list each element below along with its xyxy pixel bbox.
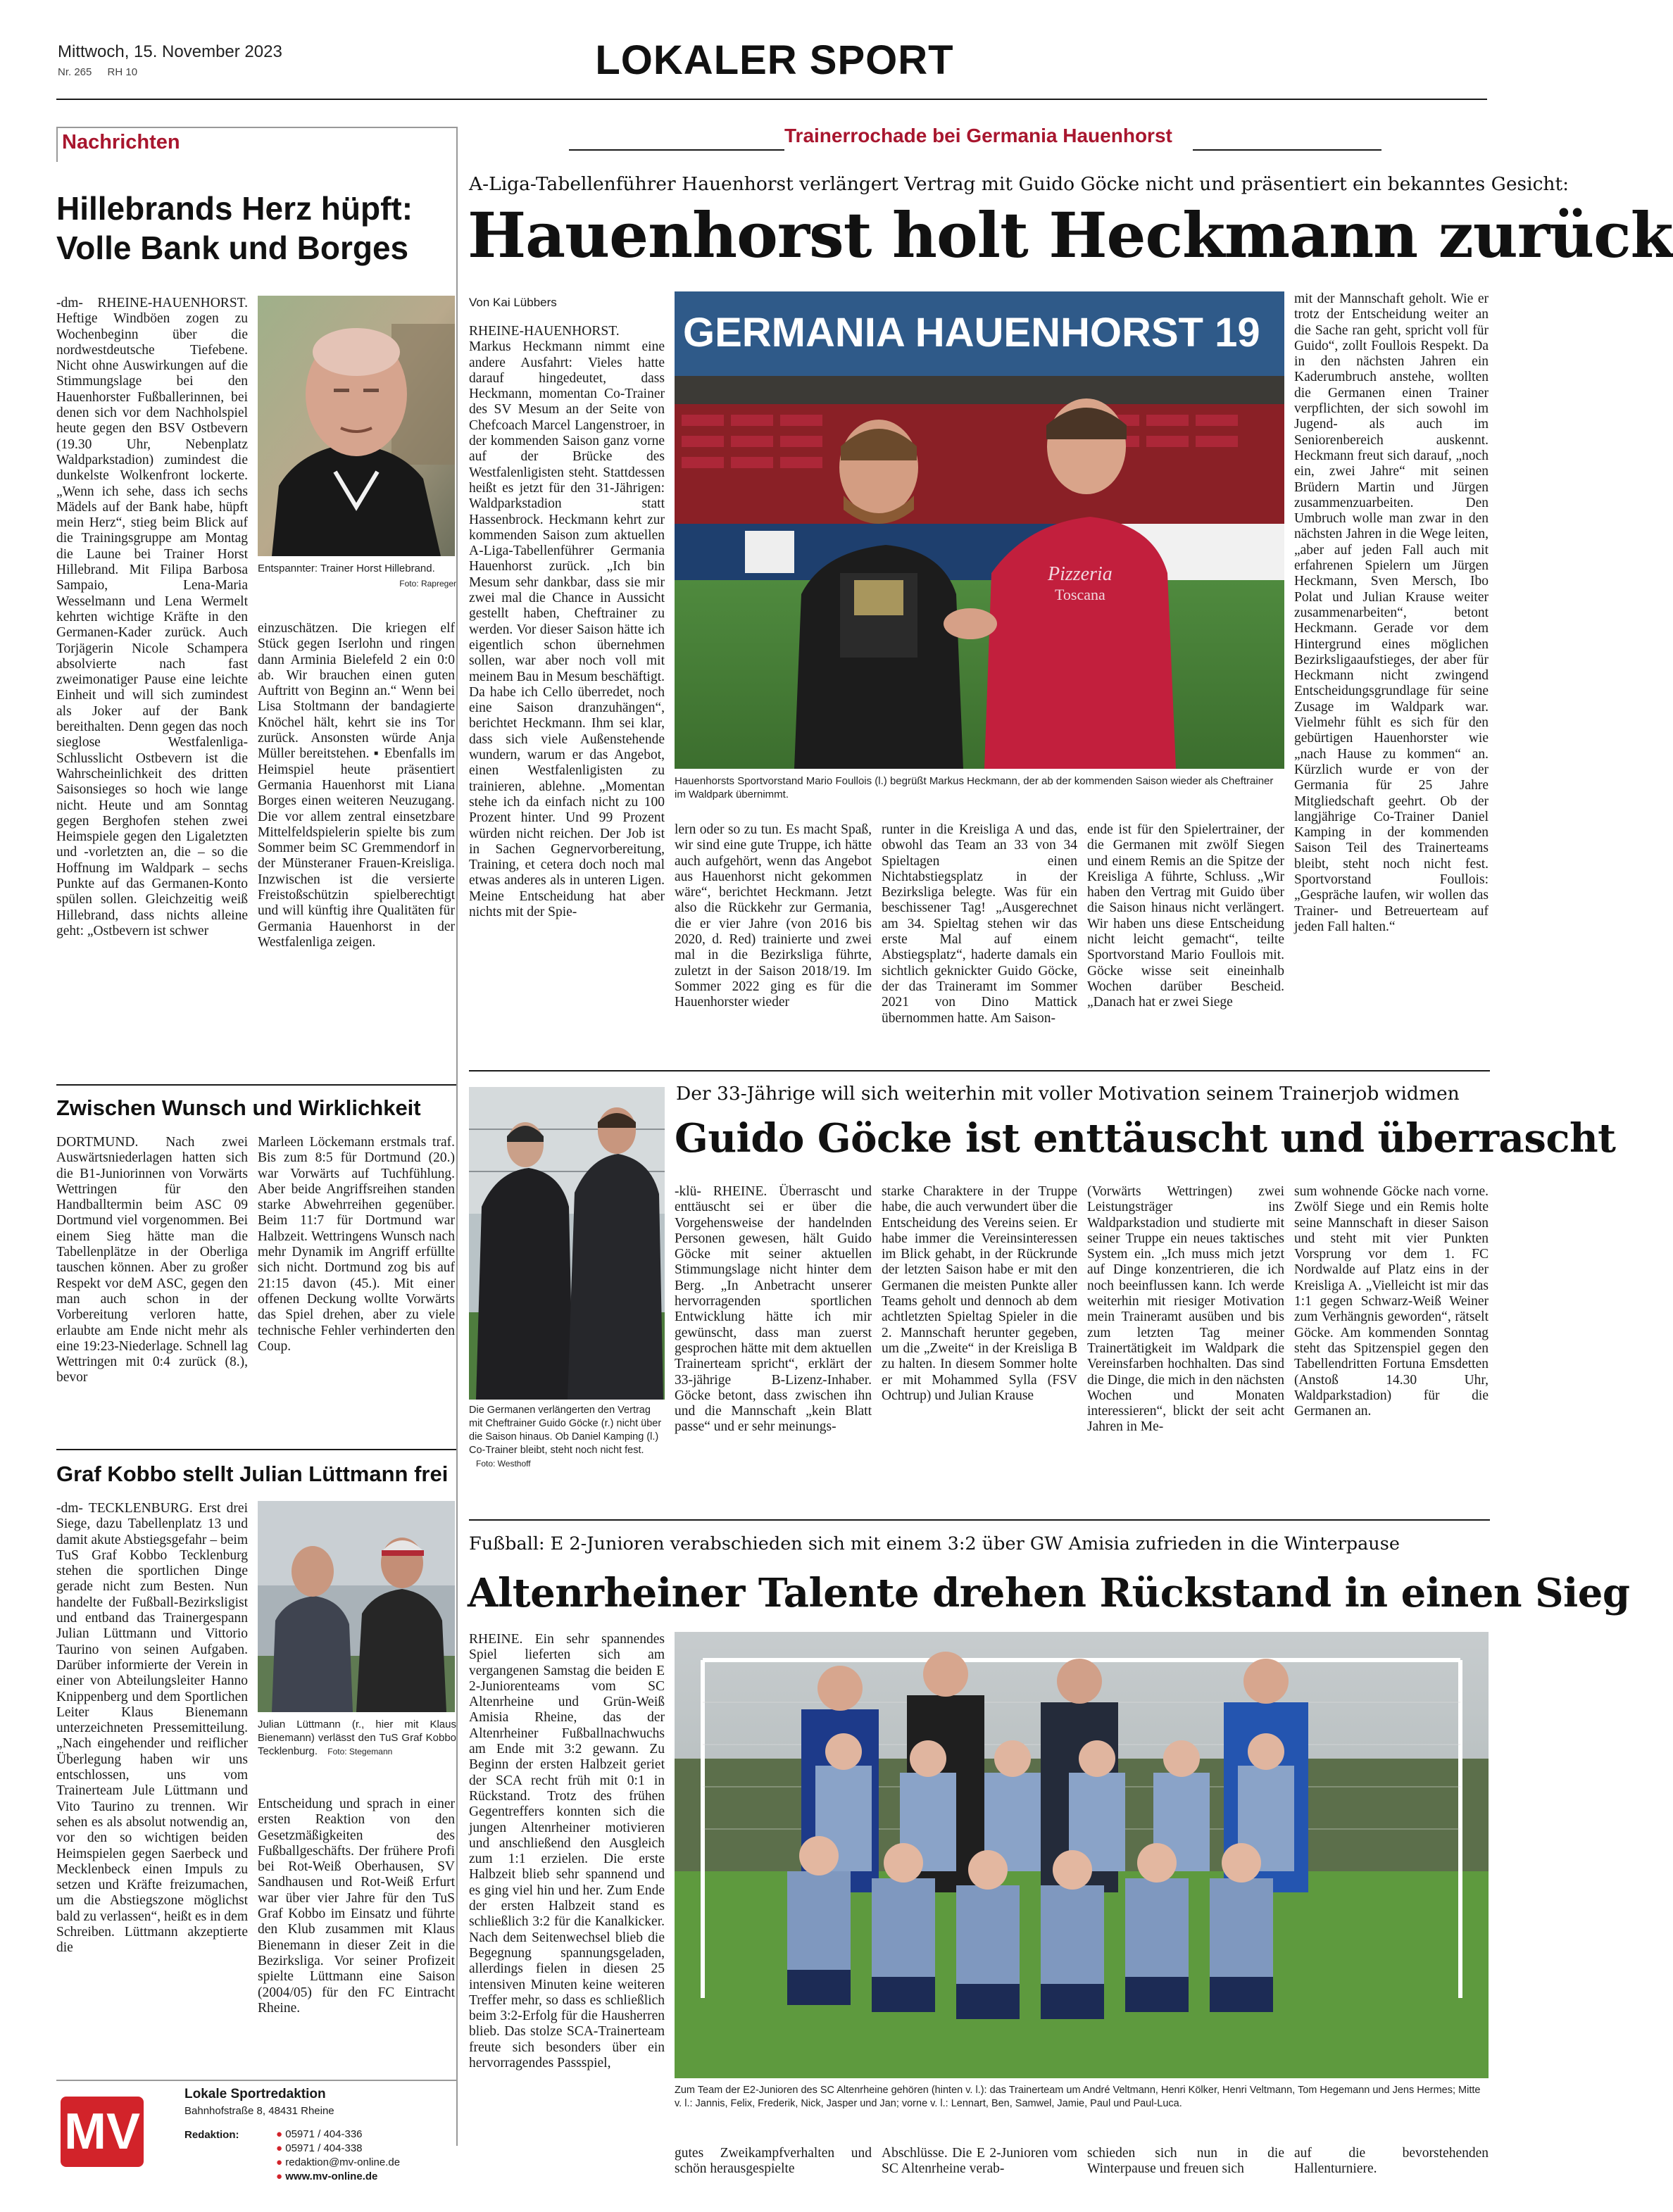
heckmann-photo [675, 291, 1284, 769]
story1-bottom-rule [56, 1084, 456, 1086]
phone1-line [276, 2128, 400, 2142]
third-bottom-col5: auf die bevorstehenden Hallenturniere. [1294, 2146, 1489, 2177]
story1-headline [56, 189, 451, 268]
svg-text:Toscana: Toscana [1055, 586, 1105, 603]
lead-kicker-rule-right [1193, 149, 1381, 151]
lead-col3: mit der Mannschaft geholt. Wie er trotz der Entscheidung weiter an die Sache ran geht, spricht voll für Guido“, zollt Foullois Respekt. Da in den nächsten Jahren ein Kaderumbruch anstehe, wollten die Germanen einen Trainer verpflichten, der sich sowohl im Jugend- als auch im Seniorenbereich auskennt. Heckmann freut sich darauf, „noch ein, zwei Jahre“ mit seinen Brüdern Martin und Jürgen zusammenzuarbeiten. Den Umbruch wolle man zwar in den nächsten Jahren in die Wege leiten, „aber auf jeden Fall auch mit erfahrenen Spielern um Jürgen Heckmann, Sven Mersch, Ibo Polat und Julian Krause weiter zusammenarbeiten“, betont Heckmann. Gerade vor dem Hintergrund eines möglichen Bezirksligaaufstieges, der aber für Heckmann nicht zwingend Entscheidungsgrundlage für seine Zusage im Waldpark war. Vielmehr fühlt es sich für den gebürtigen Hauenhorster wie „nach Hause zu kommen“ an. Kürzlich wurde er von der Germania für 25 Jahre Mitgliedschaft geehrt. Ob der langjährige Co-Trainer Daniel Kamping in der kommenden Saison Teil des Trainerteams bleibt, steht noch nicht fest. Sportvorstand Foullois: „Gespräche laufen, wir wollen das Trainer- und Betreuerteam auf jeden Fall halten.“ [1294, 291, 1489, 934]
second-col3: (Vorwärts Wettringen) zwei Leistungsträger ins Waldparkstadion und studierte mit seiner Truppe ein neues taktisches System ein. „Ich muss mich jetzt auf Dinge konzentrieren, die ich noch beeinflussen kann. Ich werde weiterhin mit riesiger Motivation mein Traineramt ausüben und bis zum letzten Tag meiner Trainertätigkeit im Waldpark die Vereinsfarben hochhalten. Das sind die Dinge, die mich in den nächsten Wochen und Monaten interessieren“, blickt der seit acht Jahren in Me- [1087, 1184, 1284, 1435]
edition-code: RH 10 [107, 66, 138, 78]
phone2: 05971 / 404-338 [285, 2142, 363, 2154]
masthead-date: Mittwoch, 15. November 2023 [58, 42, 282, 61]
hillebrand-photo [258, 296, 455, 556]
story2-col2: Marleen Löckemann erstmals traf. Bis zum 8:5 für Dortmund (20.) war Vorwärts auf Tuchfühlung. Aber beide Angriffsreihen standen starke Abwehrreihen gegenüber. Beim 11:7 für Dortmund war Halbzeit. Wettringens Wunsch nach mehr Dynamik im Angriff erfüllte sich nicht. Dortmund zog bis auf 21:15 davon (45.). Mit einer offenen Deckung wollte Vorwärts das Spiel drehen, aber zu viele technische Fehler verhinderten den Coup. [258, 1135, 455, 1354]
luettmann-photo-credit: Foto: Stegemann [327, 1747, 393, 1757]
lead-byline: Von Kai Lübbers [469, 296, 557, 309]
luettmann-caption-text: Julian Lüttmann (r., hier mit Klaus Bienemann) verlässt den TuS Graf Kobbo Tecklenburg. [258, 1718, 456, 1757]
web-icon: ● [276, 2170, 286, 2182]
section-title: LOKALER SPORT [595, 37, 954, 83]
goecke-photo [469, 1087, 665, 1400]
sidebar-label-box [56, 127, 458, 162]
second-bottom-rule [469, 1519, 1490, 1521]
third-bottom-col2: gutes Zweikampfverhalten und schön herausgespielte [675, 2146, 872, 2177]
svg-text:Pizzeria: Pizzeria [1048, 563, 1113, 585]
goecke-photo-image [469, 1087, 665, 1400]
story3-col2: Entscheidung und sprach in einer ersten Reaktion von den Gesetzmäßigkeiten des Fußballgeschäfts. Der frühere Profi bei Rot-Weiß Oberhausen, SV Sandhausen und Rot-Weiß Erfurt war über vier Jahre für den TuS Graf Kobbo im Einsatz und führte den Klub zusammen mit Klaus Bienemann in dieser Zeit in die Bezirksliga. Vor seiner Profizeit spielte Lüttmann eine Saison (2004/05) für den FC Eintracht Rheine. [258, 1797, 455, 2016]
heckmann-photo-image [675, 291, 1284, 769]
second-headline: Guido Göcke ist enttäuscht und überrascht [675, 1115, 1616, 1162]
third-headline: Altenrheiner Talente drehen Rückstand in einen Sieg [468, 1570, 1630, 1616]
story1-col2: einzuschätzen. Die kriegen elf Stück gegen Iserlohn und ringen dann Arminia Bielefeld 2 ein 0:0 ab. Wir brauchen einen guten Auftritt von Beginn an.“ Wenn bei Lisa Stoltmann der bandagierte Knöchel hält, kehrt sie ins Tor zurück. Ansonsten würde Anja Müller bereitstehen. ▪ Ebenfalls im Heimspiel heute präsentiert Germania Hauenhorst mit Liana Borges einen weiteren Neuzugang. Die vor allem zentral einsetzbare Mittelfeldspielerin spielte bis zum Sommer beim SC Gremmendorf in der Münsteraner Frauen-Kreisliga. Inzwischen ist die versierte Freistoßschützin spielberechtigt und will künftig ihre Qualitäten für Germania Hauenhorst in der Westfalenliga zeigen. [258, 621, 455, 950]
lead-bottom-rule [469, 1070, 1490, 1072]
third-deck: Fußball: E 2-Junioren verabschieden sich mit einem 3:2 über GW Amisia zufrieden in die Winterpause [469, 1533, 1400, 1554]
hillebrand-caption-text: Entspannter: Trainer Horst Hillebrand. [258, 563, 435, 574]
third-bottom-col3: Abschlüsse. Die E 2-Junioren vom SC Altenrheine verab- [882, 2146, 1077, 2177]
goecke-photo-credit: Foto: Westhoff [476, 1459, 531, 1469]
lead-row2-col2: lern oder so zu tun. Es macht Spaß, wir sind eine gute Truppe, ich hätte auch aufgehört, wenn das Angebot aus Hauenhorst nicht gekommen wäre“, berichtet Heckmann. Jetzt also die Rückkehr zur Germania, die er vier Jahre (von 2016 bis 2020, d. Red) trainierte und zwei mal in die Bezirksliga führte, zuletzt in der Saison 2018/19. Im Sommer 2022 ging es für die Hauenhorster wieder [675, 822, 872, 1010]
phone2-line [276, 2142, 400, 2156]
lead-kicker: Trainerrochade bei Germania Hauenhorst [784, 125, 1172, 146]
goecke-caption-text: Die Germanen verlängerten den Vertrag mit Cheftrainer Guido Göcke (r.) nicht über die Saison hinaus. Ob Daniel Kamping (l.) Co-Trainer bleibt, steht noch nicht fest. [469, 1405, 662, 1456]
story3-headline: Graf Kobbo stellt Julian Lüttmann frei [56, 1462, 449, 1486]
heckmann-caption: Hauenhorsts Sportvorstand Mario Foullois (l.) begrüßt Markus Heckmann, der ab der kommenden Saison wieder als Cheftrainer im Waldpark übernimmt. [675, 775, 1274, 800]
redaktion-contacts [276, 2128, 400, 2184]
story2-headline: Zwischen Wunsch und Wirklichkeit [56, 1095, 421, 1120]
lead-headline: Hauenhorst holt Heckmann zurück [468, 199, 1673, 272]
phone-icon: ● [276, 2128, 286, 2140]
mv-logo-text: MV [64, 2104, 140, 2160]
mv-logo [61, 2097, 144, 2167]
redaktion-title: Lokale Sportredaktion [184, 2087, 326, 2101]
story1-col1: -dm- RHEINE-HAUENHORST. Heftige Windböen zogen zu Wochenbeginn über die nordwestdeutsche Tiefebene. Nicht ohne Auswirkungen auf die Stimmungslage bei den Hauenhorster Fußballerinnen, bei denen sich vor dem Nachholspiel heute gegen den BSV Ostbevern (19.30 Uhr, Nebenplatz Waldparkstadion) zumindest die dunkelste Wolkenfront lockerte. „Wenn ich sehe, dass ich sechs Mädels auf der Bank habe, hüpft mein Herz“, stieg beim Blick auf die Trainingsgruppe am Montag die Laune bei Trainer Horst Hillebrand. Mit Filipa Barbosa Sampaio, Lena-Maria Wesselmann und Lena Wermelt kehrten wichtige Kräfte in den Germanen-Kader zurück. Auch Torjägerin Nicole Schampera absolvierte nach fast zweimonatiger Pause eine leichte Einheit und will sich zumindest als Joker auf der Bank bereithalten. Denn gegen das noch sieglose Westfalenliga-Schlusslicht Ostbevern ist die Wahrscheinlichkeit des dritten Saisonsieges so hoch wie lange nicht. Heute und am Sonntag gegen Berghofen stehen zwei Heimspiele gegen den Ligaletzten und -vorletzten an, die – so die Hoffnung im Waldpark – sechs Punkte auf das Germanen-Konto spülen sollen. Gleichzeitig weiß Hillebrand, dass nichts alleine geht: „Ostbevern ist schwer [56, 296, 248, 938]
sidebar-right-rule [456, 127, 458, 2146]
lead-deck: A-Liga-Tabellenführer Hauenhorst verlängert Vertrag mit Guido Göcke nicht und präsentiert ein bekanntes Gesicht: [469, 173, 1569, 195]
luettmann-photo-image [258, 1501, 455, 1712]
lead-kicker-rule-left [569, 149, 784, 151]
redaktion-box [56, 2080, 458, 2212]
stadium-banner: GERMANIA HAUENHORST 19 [683, 310, 1260, 356]
web-line[interactable] [276, 2170, 400, 2184]
story2-col1: DORTMUND. Nach zwei Auswärtsniederlagen hatten sich die B1-Juniorinnen von Vorwärts Wettringen für den Handballtermin beim ASC 09 Dortmund viel vorgenommen. Bei einem Sieg hätte man die Tabellenplätze in der Oberliga tauschen können. Aber zu großer Respekt vor deM ASC, gegen den man auch schon in der Vorbereitung verloren hatte, erlaubte am Ende nicht mehr als eine 19:23-Niederlage. Schnell lag Wettringen mit 0:4 zurück (8.), bevor [56, 1135, 248, 1385]
lead-col1: RHEINE-HAUENHORST. Markus Heckmann nimmt eine andere Ausfahrt: Vieles hatte darauf hingedeutet, dass Heckmann, momentan Co-Trainer des SV Mesum an der Seite von Chefcoach Marcel Langenstroer, in der kommenden Saison ganz vorne auf der Brücke des Westfalenligisten steht. Stattdessen heißt es jetzt für den 31-Jährigen: Waldparkstadion statt Hassenbrock. Heckmann kehrt zur kommenden Saison zum aktuellen A-Liga-Tabellenführer Germania Hauenhorst zurück. „Ich bin Mesum sehr dankbar, dass sie mir zwei mal die Chance in Aussicht gestellt haben, Cheftrainer zu werden. Vor dieser Saison hätte ich eigentlich schon übernehmen sollen, war aber noch voll mit meinem Bau in Mesum beschäftigt. Da habe ich Cello überredet, noch eine Saison dranzuhängen“, berichtet Heckmann. Ihm sei klar, dass sich viele Außenstehende wundern, warum er das Angebot, einen Westfalenligisten zu trainieren, ablehne. „Momentan stehe ich da einfach nicht zu 100 Prozent hinter. Und 99 Prozent würden nicht reichen. Der Job ist in Sachen Gegnervorbereitung, Training, et cetera doch noch mal etwas anderes als in unteren Ligen. Meine Entscheidung hat aber nichts mit der Spie- [469, 324, 665, 919]
third-bottom-col4: schieden sich nun in die Winterpause und freuen sich [1087, 2146, 1284, 2177]
story2-bottom-rule [56, 1449, 456, 1450]
second-col1: -klü- RHEINE. Überrascht und enttäuscht sei er über die Vorgehensweise der handelnden Personen gewesen, hält Guido Göcke mit seiner aktuellen Stimmungslage nicht hinter dem Berg. „In Anbetracht unserer hervorragenden sportlichen Entwicklung hätte ich mir gewünscht, dass man zuerst gesprochen hätte mit dem aktuellen Trainerteam spricht“, erklärt der 33-jährige B-Lizenz-Inhaber. Göcke betont, dass zwischen ihn und die Mannschaft „kein Blatt passe“ und er sehr meinungs- [675, 1184, 872, 1435]
hillebrand-caption [258, 562, 456, 591]
luettmann-photo [258, 1501, 455, 1712]
redaktion-label: Redaktion: [184, 2129, 239, 2141]
team-caption: Zum Team der E2-Junioren des SC Altenrheine gehören (hinten v. l.): das Trainerteam um André Veltmann, Henri Kölker, Henri Veltmann, Tom Hegemann und Jens Hermes; Mitte v. l.: Jannis, Felix, Frederik, Nick, Jasper und Jan; vorne v. l.: Lennart, Ben, Samwel, Jamie, Paul und Paul-Luca. [675, 2085, 1481, 2109]
sidebar-label: Nachrichten [62, 131, 180, 153]
lead-row2-col4: ende ist für den Spielertrainer, der die Germanen mit zwölf Siegen und einem Remis an die Spitze der Kreisliga A führte, Schluss. „Wir haben den Vertrag mit Guido über die Saison hinaus nicht verlängert. Wir haben uns diese Entscheidung nicht leicht gemacht“, teilte Sportvorstand Mario Foullois mit. Göcke wisse seit eineinhalb Wochen darüber Bescheid. „Danach hat er zwei Siege [1087, 822, 1284, 1010]
issue-number: Nr. 265 [58, 66, 92, 78]
email-line[interactable] [276, 2156, 400, 2170]
hillebrand-photo-credit: Foto: Rapreger [399, 579, 456, 589]
redaktion-address: Bahnhofstraße 8, 48431 Rheine [184, 2105, 334, 2117]
story1-headline-line1: Hillebrands Herz hüpft: [56, 190, 413, 227]
mail-icon: ● [276, 2156, 286, 2168]
hillebrand-photo-image [258, 296, 455, 556]
lead-row2-col3: runter in die Kreisliga A und das, obwohl das Team an 33 von 34 Spieltagen einen Nichtabstiegsplatz in der Bezirksliga belegte. Was für ein beschissener Tag! „Ausgerechnet am 34. Spieltag stehen wir das erste Mal auf einem Abstiegsplatz“, haderte damals ein sichtlich geknickter Guido Göcke, der das Traineramt im Sommer 2021 von Dino Mattick übernommen hatte. Am Saison- [882, 822, 1077, 1026]
second-col2: starke Charaktere in der Truppe habe, die auch verwundert über die Entscheidung des Vereins seien. Er habe immer die Vereinsinteressen im Blick gehabt, in der Rückrunde der letzten Saison habe er mit den Germanen die meisten Punkte aller Teams geholt und dennoch ab dem achtletzten Spieltag Spieler in die 2. Mannschaft herunter gegeben, um die „Zweite“ in der Kreisliga B zu halten. In diesem Sommer holte er mit Mohammed Sylla (FSV Ochtrup) und Julian Krause [882, 1184, 1077, 1403]
story1-headline-line2: Volle Bank und Borges [56, 230, 409, 266]
story3-col1: -dm- TECKLENBURG. Erst drei Siege, dazu Tabellenplatz 13 und damit akute Abstiegsgefahr – beim TuS Graf Kobbo Tecklenburg stehen die sportlichen Dinge gerade nicht zum Besten. Nun handelte der Fußball-Bezirksligist und entband das Trainergespann Julian Lüttmann und Vittorio Taurino von seinen Aufgaben. Darüber informierte der Verein in einer von Abteilungsleiter Hanno Knippenberg und dem Sportlichen Leiter Klaus Bienemann unterzeichneten Pressemitteilung. „Nach eingehender und reiflicher Überlegung haben wir uns entschlossen, uns vom Trainerteam Jule Lüttmann und Vito Taurino zu trennen. Wir sehen es als absolut notwendig an, vor den so wichtigen beiden Heimspielen gegen Saerbeck und Mecklenbeck einen Impuls zu setzen und Kräfte freizumachen, um die Abstiegszone möglichst bald zu verlassen“, heißt es in dem Schreiben. Lüttmann akzeptierte die [56, 1501, 248, 1956]
team-photo-image [675, 1632, 1489, 2078]
second-col4: sum wohnende Göcke nach vorne. Zwölf Siege und ein Remis holte seine Mannschaft in dieser Saison und steht mit vier Punkten Vorsprung vor dem 1. FC Nordwalde auf Platz eins in der Kreisliga A. „Vielleicht ist mir das 1:1 gegen Schwarz-Weiß Weiner zum Verhängnis geworden“, rätselt Göcke. Am kommenden Sonntag steht das Spitzenspiel gegen den Tabellendritten Fortuna Emsdetten (Anstoß 14.30 Uhr, Waldparkstadion) für die Germanen an. [1294, 1184, 1489, 1419]
luettmann-caption [258, 1718, 456, 1759]
masthead-rule [56, 99, 1487, 100]
phone1: 05971 / 404-336 [285, 2128, 363, 2140]
phone-icon: ● [276, 2142, 286, 2154]
team-photo [675, 1632, 1489, 2078]
second-deck: Der 33-Jährige will sich weiterhin mit voller Motivation seinem Trainerjob widmen [676, 1083, 1460, 1105]
third-col1: RHEINE. Ein sehr spannendes Spiel lieferten sich am vergangenen Samstag die beiden E 2-Juniorenteams vom SC Altenrheine und Grün-Weiß Amisia Rheine, das der Altenrheiner Fußballnachwuchs am Ende mit 3:2 gewann. Zu Beginn der ersten Halbzeit geriet der SCA recht früh mit 0:1 in Rückstand. Trotz des frühen Gegentreffers konnten sich die jungen Altenrheiner motivieren und anschließend den Ausgleich zum 1:1 erzielen. Die erste Halbzeit blieb sehr spannend und es ging viel hin und her. Zum Ende der ersten Halbzeit stand es schließlich 3:2 für die Kanalkicker. Nach dem Seitenwechsel blieb die Begegnung spannungsgeladen, allerdings fielen in diesen 25 intensiven Minuten keine weiteren Treffer mehr, so dass es schließlich beim 3:2-Erfolg für die Hausherren blieb. Das stolze SCA-Trainerteam freute sich besonders über ein hervorragendes Passspiel, [469, 1632, 665, 2071]
goecke-caption [469, 1404, 665, 1471]
web-link[interactable]: www.mv-online.de [285, 2170, 378, 2182]
email-link[interactable]: redaktion@mv-online.de [285, 2156, 401, 2168]
